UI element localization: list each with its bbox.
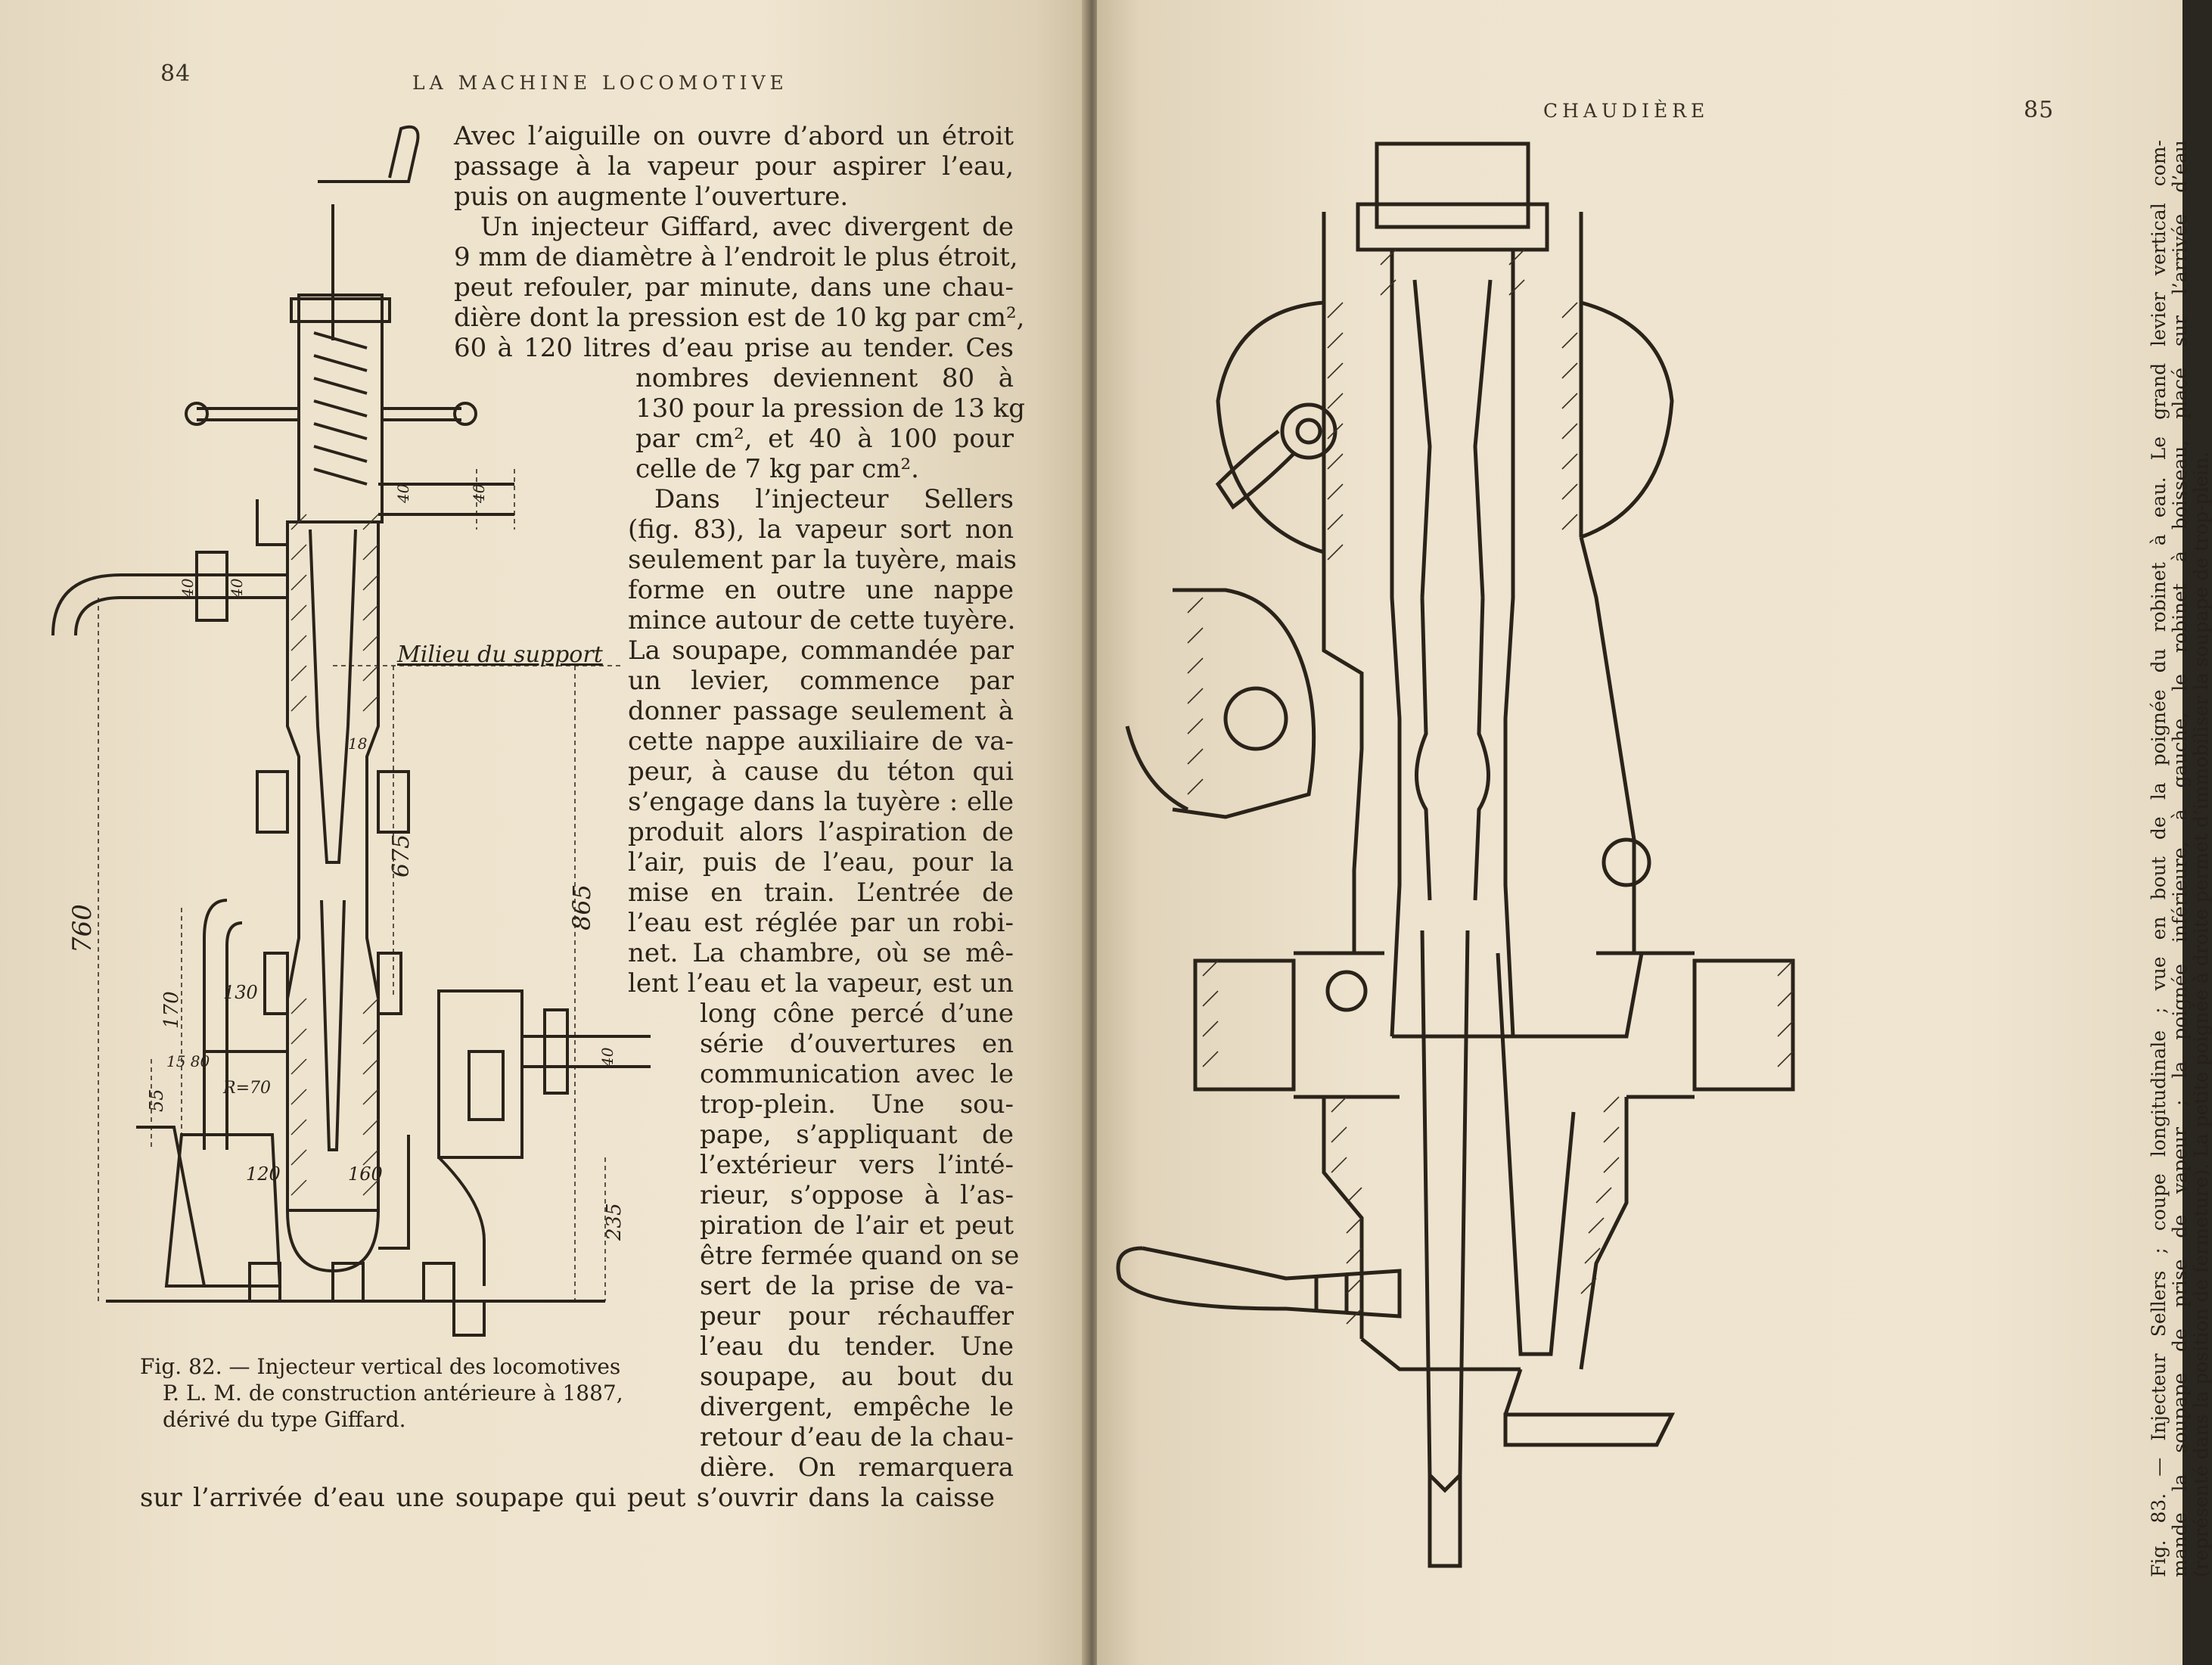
body-text-line: piration de l’air et peut	[700, 1210, 1014, 1241]
body-text-line: communication avec le	[700, 1059, 1014, 1089]
body-text-line: rieur, s’oppose à l’as-	[700, 1180, 1014, 1210]
body-text-line: l’eau du tender. Une	[700, 1331, 1014, 1362]
figure-label-15-80: 15 80	[166, 1052, 210, 1070]
body-text-line: trop-plein. Une sou-	[700, 1089, 1014, 1120]
right-page-number: 85	[2024, 97, 2055, 123]
body-text-line: soupape, au bout du	[700, 1362, 1014, 1392]
figure-label-130: 130	[223, 982, 258, 1003]
body-text-line: série d’ouvertures en	[700, 1029, 1014, 1059]
figure-83-drawing	[1173, 129, 1929, 1611]
body-text-line: mince autour de cette tuyère.	[628, 605, 1016, 635]
body-text-line: peur pour réchauffer	[700, 1301, 1014, 1331]
body-text-line: par cm², et 40 à 100 pour	[635, 424, 1014, 454]
figure-82-drawing	[30, 106, 635, 1347]
figure-label-170: 170	[160, 991, 183, 1029]
figure-label-675: 675	[388, 834, 415, 878]
body-text-line: (fig. 83), la vapeur sort non	[628, 514, 1014, 545]
figure-label-160: 160	[348, 1163, 383, 1185]
body-text-line: cette nappe auxiliaire de va-	[628, 726, 1014, 756]
body-text-line: mise en train. L’entrée de	[628, 878, 1014, 908]
body-text-line: celle de 7 kg par cm².	[635, 454, 919, 484]
figure-caption-line: mande la soupape de prise de vapeur ; la poignée inférieure, à gauche, le robinet à boisseau, placé sur l’arrivée d’eau	[2169, 140, 2191, 1577]
left-running-head: LA MACHINE LOCOMOTIVE	[412, 72, 788, 94]
figure-label-40c: 40	[179, 578, 197, 598]
body-text-line: pape, s’appliquant de	[700, 1120, 1014, 1150]
figure-caption-line: (représenté dans la position de fermeture). La petite poignée à droite permet d’immobiliser la soupape de trop-plein.	[2190, 451, 2212, 1577]
body-text-line: seulement par la tuyère, mais	[628, 545, 1017, 575]
figure-label-40a: 40	[394, 483, 412, 503]
body-text-line: dière dont la pression est de 10 kg par cm²,	[454, 303, 1025, 333]
body-text-line: être fermée quand on se	[700, 1241, 1020, 1271]
right-page	[1097, 0, 2212, 1665]
body-text-line: La soupape, commandée par	[628, 635, 1014, 666]
figure-caption-line: dérivé du type Giffard.	[163, 1407, 406, 1432]
body-text-line: divergent, empêche le	[700, 1392, 1014, 1422]
body-text-line: lent l’eau et la vapeur, est un	[628, 968, 1014, 999]
figure-label-865: 865	[567, 884, 596, 930]
body-text-line: produit alors l’aspiration de	[628, 817, 1014, 847]
body-text-line: net. La chambre, où se mê-	[628, 938, 1014, 968]
figure-caption-line: Fig. 83. — Injecteur Sellers ; coupe longitudinale ; vue en bout de la poignée du robinet à eau. Le grand levier vertical com-	[2148, 140, 2170, 1577]
body-text-line: peur, à cause du téton qui	[628, 756, 1014, 787]
body-text-line: Avec l’aiguille on ouvre d’abord un étroit	[454, 121, 1014, 151]
figure-label-18: 18	[348, 735, 368, 753]
figure-label-r70: R=70	[223, 1079, 271, 1098]
body-text-line: s’engage dans la tuyère : elle	[628, 787, 1014, 817]
figure-label-235: 235	[603, 1203, 626, 1241]
right-running-head: CHAUDIÈRE	[1543, 100, 1710, 122]
left-page-number: 84	[160, 61, 191, 87]
body-text-line: passage à la vapeur pour aspirer l’eau,	[454, 151, 1014, 182]
body-text-line: puis on augmente l’ouverture.	[454, 182, 849, 212]
body-text-line: peut refouler, par minute, dans une chau-	[454, 272, 1014, 303]
left-page	[0, 0, 1089, 1665]
body-text-line: sur l’arrivée d’eau une soupape qui peut s’ouvrir dans la caisse	[140, 1483, 995, 1513]
body-text-line: l’eau est réglée par un robi-	[628, 908, 1014, 938]
body-text-line: retour d’eau de la chau-	[700, 1422, 1014, 1452]
body-text-line: forme en outre une nappe	[628, 575, 1014, 605]
body-text-line: donner passage seulement à	[628, 696, 1014, 726]
body-text-line: Dans l’injecteur Sellers	[654, 484, 1014, 514]
figure-label-55: 55	[146, 1089, 167, 1112]
body-text-line: 9 mm de diamètre à l’endroit le plus étroit,	[454, 242, 1018, 272]
body-text-line: nombres deviennent 80 à	[635, 363, 1014, 393]
body-text-line: 60 à 120 litres d’eau prise au tender. Ces	[454, 333, 1014, 363]
figure-label-40d: 40	[228, 578, 246, 598]
figure-label-760: 760	[67, 904, 98, 953]
body-text-line: sert de la prise de va-	[700, 1271, 1014, 1301]
figure-83-caption	[2148, 140, 2212, 1577]
body-text-line: long cône percé d’une	[700, 999, 1014, 1029]
body-text-line: l’extérieur vers l’inté-	[700, 1150, 1014, 1180]
figure-label-milieu: Milieu du support	[397, 641, 603, 668]
body-text-line: Un injecteur Giffard, avec divergent de	[480, 212, 1014, 242]
figure-caption-line: Fig. 82. — Injecteur vertical des locomotives	[140, 1354, 621, 1379]
body-text-line: un levier, commence par	[628, 666, 1014, 696]
figure-label-120: 120	[246, 1163, 281, 1185]
figure-label-40b: 40	[470, 483, 488, 503]
body-text-line: 130 pour la pression de 13 kg	[635, 393, 1026, 424]
body-text-line: l’air, puis de l’eau, pour la	[628, 847, 1014, 878]
body-text-line: dière. On remarquera	[700, 1452, 1014, 1483]
figure-caption-line: P. L. M. de construction antérieure à 1887,	[163, 1381, 623, 1406]
figure-label-40e: 40	[598, 1047, 617, 1067]
